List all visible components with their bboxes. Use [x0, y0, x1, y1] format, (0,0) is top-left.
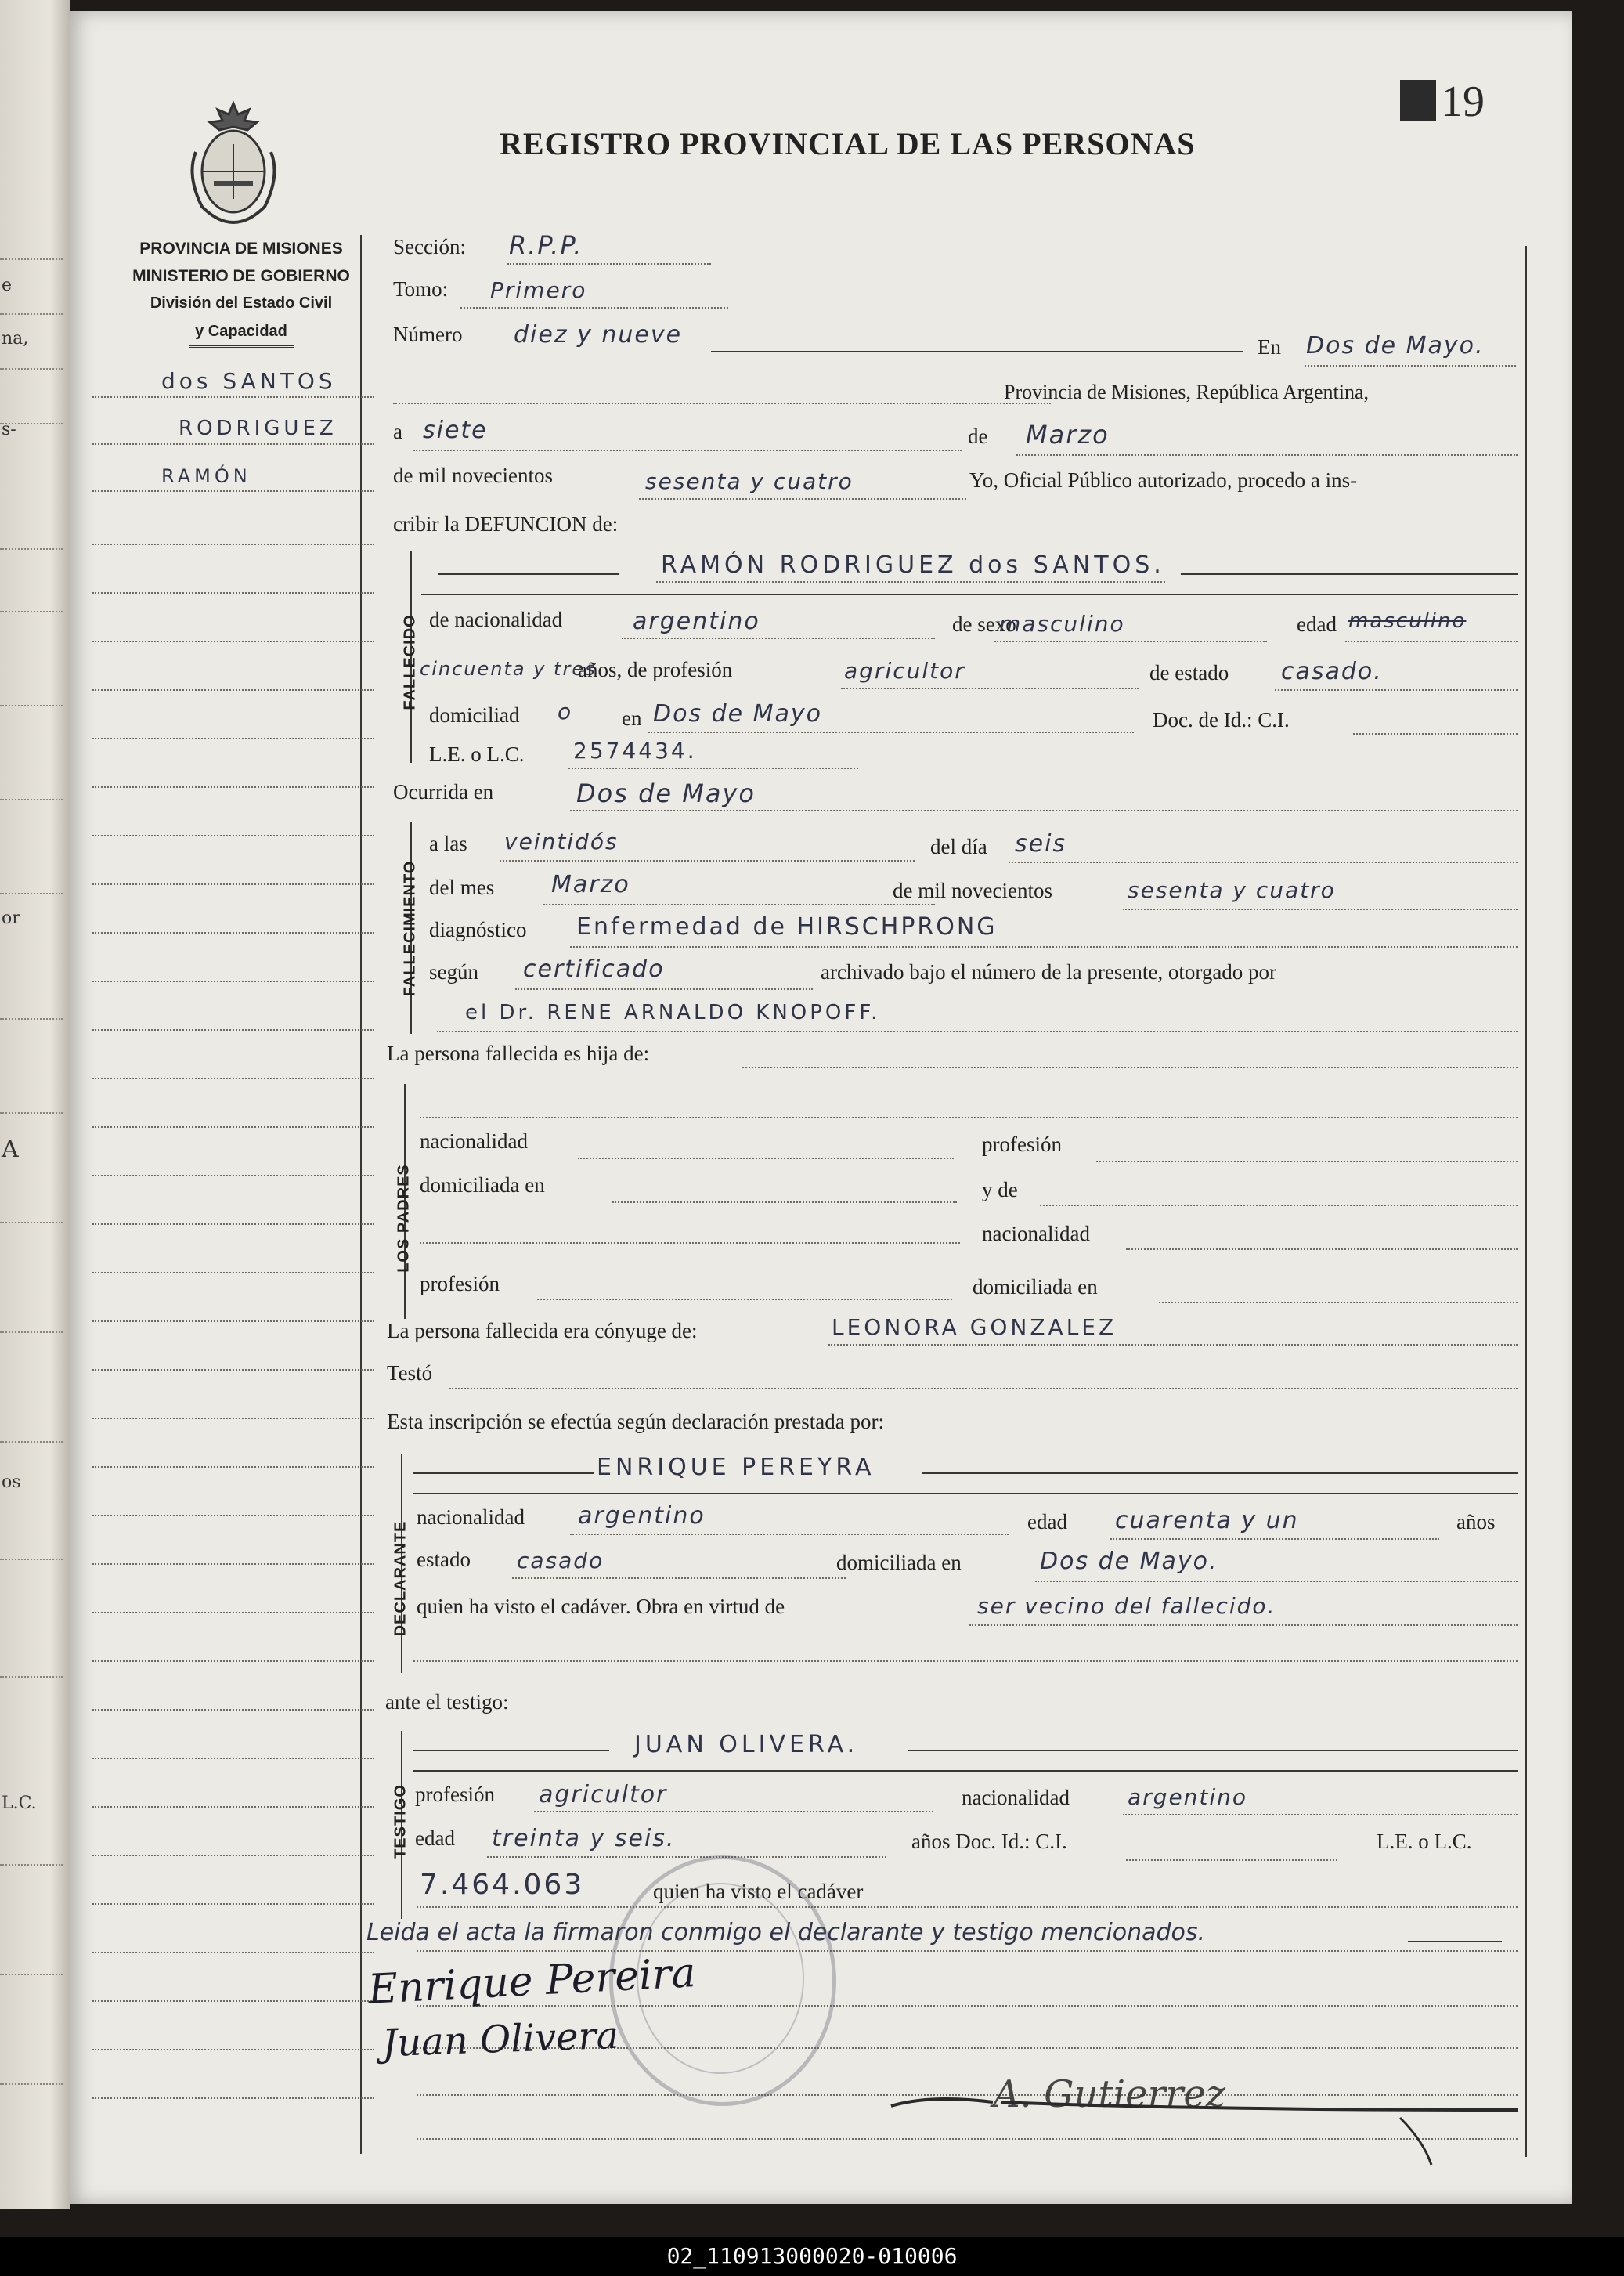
line — [1126, 1859, 1337, 1861]
line — [413, 1770, 1518, 1772]
image-caption: 02_110913000020-010006 — [0, 2237, 1624, 2276]
line — [420, 1117, 1518, 1118]
margin-line — [92, 689, 374, 691]
padre-dom-label: domiciliada en — [420, 1173, 545, 1197]
declarante-dom-value: Dos de Mayo. — [1040, 1548, 1218, 1575]
margin-line — [92, 1320, 374, 1322]
rule — [0, 1676, 63, 1678]
margin-divider — [360, 235, 362, 2154]
anio2-value: sesenta y cuatro — [1128, 877, 1336, 903]
line — [570, 1534, 1009, 1535]
declarante-anos-label: años — [1456, 1510, 1496, 1534]
de-label: de — [968, 424, 988, 448]
testigo-nac-value: argentino — [1128, 1784, 1248, 1810]
line — [437, 1031, 1518, 1032]
office-province: PROVINCIA DE MISIONES — [139, 240, 343, 258]
fragment: A — [2, 1136, 19, 1163]
mes-value: Marzo — [551, 871, 630, 898]
margin-given-name: RAMÓN — [161, 465, 251, 487]
rule — [0, 1864, 63, 1866]
line — [969, 1624, 1518, 1626]
estado-value: casado. — [1281, 658, 1383, 685]
line — [1035, 1581, 1518, 1582]
fragment: os — [2, 1472, 21, 1492]
line — [449, 1388, 1518, 1389]
anios-profesion-label: años, de profesión — [578, 658, 733, 681]
testigo-doc-value: 7.464.063 — [420, 1869, 585, 1901]
line — [534, 1811, 933, 1812]
testo-label: Testó — [387, 1361, 433, 1385]
line — [413, 450, 962, 451]
testigo-label: TESTIGO — [392, 1784, 410, 1859]
domiciliado-suffix: o — [558, 699, 573, 724]
rule — [0, 1018, 63, 1020]
signature-declarante: Enrique Pereira — [366, 1949, 697, 2014]
margin-line — [92, 1660, 374, 1662]
line — [543, 904, 935, 905]
margin-line — [92, 1612, 374, 1613]
margin-line — [92, 786, 374, 788]
margin-line — [92, 2049, 374, 2050]
line — [421, 594, 1518, 595]
testigo-edad-value: treinta y seis. — [492, 1825, 676, 1852]
ante-testigo-label: ante el testigo: — [385, 1690, 509, 1714]
line — [612, 1201, 957, 1203]
margin-line — [92, 738, 374, 739]
margin-line — [92, 2000, 374, 2002]
office-capacity: y Capacidad — [189, 318, 294, 348]
margin-line — [92, 883, 374, 885]
line — [1275, 689, 1518, 691]
margin-line — [92, 1418, 374, 1419]
oficial-text: Yo, Oficial Público autorizado, procedo a ins- — [969, 468, 1358, 492]
hija-de-label: La persona fallecida es hija de: — [387, 1042, 650, 1065]
edad-anios-value: cincuenta y tres — [420, 658, 597, 680]
rule — [0, 1559, 63, 1560]
padre-prof-label: profesión — [982, 1133, 1062, 1156]
line — [1123, 909, 1518, 910]
declarante-estado-value: casado — [517, 1548, 604, 1573]
edad-tachada: masculino — [1348, 609, 1467, 633]
segun-value: certificado — [523, 956, 665, 983]
margin-line — [92, 1466, 374, 1468]
line — [1110, 1538, 1439, 1540]
line — [413, 1750, 609, 1751]
frame-right — [1525, 246, 1527, 2157]
en2-label: en — [622, 706, 642, 730]
margin-line — [92, 1563, 374, 1565]
margin-line — [92, 1078, 374, 1079]
a-value: siete — [423, 417, 488, 444]
sexo-label: de sexo — [952, 612, 1016, 636]
line — [1353, 733, 1518, 735]
margin-line — [92, 1515, 374, 1516]
margin-line — [92, 1223, 374, 1225]
rule — [0, 893, 63, 894]
padre-nac-label: nacionalidad — [420, 1129, 528, 1153]
line — [828, 1344, 1518, 1346]
margin-line — [92, 932, 374, 934]
margin-line — [92, 1855, 374, 1856]
margin-line — [92, 443, 374, 445]
folio-mark — [1400, 80, 1436, 121]
y-de-label: y de — [982, 1178, 1018, 1201]
declarante-virtud-label: quien ha visto el cadáver. Obra en virtud de — [417, 1595, 785, 1618]
line — [639, 498, 966, 500]
conyuge-label: La persona fallecida era cónyuge de: — [387, 1319, 698, 1342]
declarante-nombre: ENRIQUE PEREYRA — [597, 1454, 875, 1481]
margin-line — [92, 1806, 374, 1808]
tomo-label: Tomo: — [393, 277, 449, 301]
domicilio-value: Dos de Mayo — [653, 700, 823, 728]
line — [648, 732, 1134, 733]
en-label: En — [1258, 335, 1281, 359]
declarante-label: DECLARANTE — [392, 1520, 410, 1637]
fallecimiento-label: FALLECIMIENTO — [401, 860, 419, 997]
testigo-anos-doc-label: años Doc. Id.: C.I. — [911, 1830, 1067, 1853]
leida-text: Leida el acta la firmaron conmigo el declarante y testigo mencionados. — [366, 1919, 1206, 1946]
line — [515, 988, 813, 990]
declarante-virtud-value: ser vecino del fallecido. — [977, 1593, 1276, 1619]
madre-dom-label: domiciliada en — [973, 1275, 1098, 1299]
diagnostico-value: Enfermedad de HIRSCHPRONG — [576, 913, 998, 941]
office-division: División del Estado Civil — [150, 294, 333, 312]
line — [1181, 573, 1518, 575]
doc-id-label: Doc. de Id.: C.I. — [1153, 708, 1290, 732]
medico-value: el Dr. RENE ARNALDO KNOPOFF. — [465, 1001, 881, 1024]
line — [487, 1856, 886, 1858]
signature-testigo: Juan Olivera — [381, 2013, 619, 2066]
testigo-nombre: JUAN OLIVERA. — [634, 1731, 859, 1758]
line — [711, 351, 1243, 352]
line — [460, 307, 728, 309]
line — [393, 403, 1051, 404]
margin-line — [92, 1903, 374, 1905]
margin-line — [92, 1175, 374, 1176]
rule — [0, 1331, 63, 1333]
rule — [0, 1222, 63, 1223]
line — [570, 810, 1518, 811]
rule — [0, 548, 63, 550]
en-value: Dos de Mayo. — [1306, 332, 1485, 359]
line — [1040, 1205, 1518, 1206]
margin-line — [92, 1126, 374, 1128]
fragment: na, — [2, 329, 29, 349]
testigo-prof-value: agricultor — [539, 1781, 668, 1808]
edad-label: edad — [1297, 612, 1337, 636]
madre-nac-label: nacionalidad — [982, 1222, 1090, 1245]
hora-value: veintidós — [504, 829, 619, 854]
margin-line — [92, 1029, 374, 1031]
del-dia-label: del día — [930, 835, 987, 858]
line — [742, 1067, 1518, 1068]
line — [413, 1493, 1518, 1494]
seccion-value: R.P.P. — [509, 230, 583, 260]
domiciliado-label: domiciliad — [429, 703, 520, 727]
ocurrida-value: Dos de Mayo — [576, 779, 756, 808]
anio-value: sesenta y cuatro — [645, 468, 854, 494]
a-las-label: a las — [429, 832, 467, 855]
margin-line — [92, 981, 374, 982]
tomo-value: Primero — [490, 277, 587, 303]
margin-line — [92, 835, 374, 836]
conyuge-value: LEONORA GONZALEZ — [832, 1314, 1117, 1340]
rule — [0, 799, 63, 800]
margin-line — [92, 490, 374, 492]
rule — [0, 1974, 63, 1975]
line — [1096, 1161, 1518, 1162]
line — [413, 1472, 594, 1474]
declarante-nac-value: argentino — [578, 1502, 706, 1530]
line — [1305, 365, 1516, 367]
folio-value: 19 — [1441, 78, 1485, 126]
line — [507, 263, 711, 265]
line — [1159, 1302, 1518, 1303]
fragment: L.C. — [2, 1794, 37, 1813]
coat-of-arms-icon — [186, 97, 280, 230]
inscripcion-text: Esta inscripción se efectúa según declaración prestada por: — [387, 1410, 884, 1433]
declarante-estado-label: estado — [417, 1548, 471, 1571]
line — [537, 1299, 952, 1300]
rule — [0, 368, 63, 370]
quien-visto-label: quien ha visto el cadáver — [653, 1880, 864, 1903]
record-page — [69, 11, 1572, 2204]
le-lc-value: 2574434. — [573, 738, 697, 764]
page-title: REGISTRO PROVINCIAL DE LAS PERSONAS — [500, 126, 1196, 161]
line — [417, 1906, 1518, 1908]
de-mes-value: Marzo — [1026, 420, 1110, 450]
declarante-edad-value: cuarenta y un — [1115, 1507, 1299, 1534]
line — [512, 1577, 846, 1579]
signature-flourish — [883, 2071, 1525, 2173]
a-label: a — [393, 420, 402, 443]
nombre-value: RAMÓN RODRIGUEZ dos SANTOS. — [661, 551, 1165, 579]
archivado-text: archivado bajo el número de la presente, otorgado por — [821, 960, 1277, 984]
line — [622, 638, 935, 639]
line — [578, 1158, 954, 1159]
provincia-text: Provincia de Misiones, República Argentina, — [1004, 381, 1369, 403]
seccion-label: Sección: — [393, 235, 466, 258]
testigo-prof-label: profesión — [415, 1783, 495, 1806]
margin-line — [92, 1709, 374, 1711]
line — [1126, 1248, 1518, 1250]
line — [413, 1660, 1518, 1662]
declarante-nac-label: nacionalidad — [417, 1505, 525, 1529]
margin-line — [92, 641, 374, 642]
rule — [0, 1441, 63, 1443]
rule — [0, 313, 63, 315]
segun-label: según — [429, 960, 478, 984]
line — [570, 946, 1518, 948]
declarante-edad-label: edad — [1027, 1510, 1067, 1534]
line — [841, 688, 1139, 689]
line — [438, 573, 619, 575]
diagnostico-label: diagnóstico — [429, 918, 527, 941]
madre-prof-label: profesión — [420, 1272, 500, 1295]
line — [908, 1750, 1518, 1751]
de-mil-label: de mil novecientos — [393, 464, 553, 487]
fallecido-label: FALLECIDO — [401, 614, 419, 710]
numero-value: diez y nueve — [514, 321, 683, 349]
line — [500, 860, 915, 862]
line — [1345, 641, 1518, 642]
testigo-edad-label: edad — [415, 1826, 455, 1850]
rule — [0, 1112, 63, 1114]
line — [420, 1242, 960, 1244]
issuing-office — [85, 235, 398, 348]
margin-surname: dos SANTOS — [161, 368, 337, 394]
profesion-value: agricultor — [844, 658, 965, 684]
rule — [0, 705, 63, 706]
office-ministry: MINISTERIO DE GOBIERNO — [132, 267, 350, 285]
dia-value: seis — [1015, 830, 1067, 858]
testigo-nac-label: nacionalidad — [962, 1786, 1070, 1809]
margin-line — [92, 1272, 374, 1273]
le-lc-label: L.E. o L.C. — [429, 742, 525, 766]
line — [417, 1950, 1518, 1952]
line — [656, 581, 1165, 583]
adjacent-page — [0, 0, 70, 2209]
nacionalidad-label: de nacionalidad — [429, 608, 563, 631]
margin-line — [92, 544, 374, 545]
line — [417, 2005, 1518, 2007]
line — [568, 768, 858, 769]
fragment: e — [2, 276, 13, 295]
rule — [0, 258, 63, 260]
numero-label: Número — [393, 323, 463, 346]
cribir-text: cribir la DEFUNCION de: — [393, 512, 619, 536]
margin-line — [92, 396, 374, 398]
del-mes-label: del mes — [429, 876, 495, 899]
de-mil2-label: de mil novecientos — [893, 879, 1052, 902]
signature-oficial: A. Gutierrez — [993, 2072, 1226, 2116]
declarante-dom-label: domiciliada en — [836, 1551, 962, 1574]
margin-line — [92, 1952, 374, 1953]
testigo-le-lc-label: L.E. o L.C. — [1377, 1830, 1472, 1853]
margin-line — [92, 2097, 374, 2099]
estado-label: de estado — [1149, 661, 1229, 685]
line — [1009, 862, 1518, 863]
margin-line — [92, 1369, 374, 1371]
rule — [0, 611, 63, 612]
folio-number — [1400, 77, 1485, 127]
sexo-value: masculino — [999, 611, 1125, 637]
fragment: or — [2, 909, 20, 928]
los-padres-label: LOS PADRES — [395, 1164, 413, 1273]
line — [922, 1472, 1518, 1474]
line — [994, 641, 1267, 642]
rule — [0, 2083, 63, 2085]
margin-surname2: RODRIGUEZ — [179, 417, 337, 440]
ocurrida-label: Ocurrida en — [393, 780, 494, 804]
fragment: s- — [2, 420, 16, 439]
margin-line — [92, 592, 374, 594]
line — [1016, 454, 1518, 456]
line — [1123, 1814, 1518, 1815]
margin-line — [92, 1758, 374, 1759]
nacionalidad-value: argentino — [633, 608, 760, 635]
line — [1408, 1941, 1502, 1942]
